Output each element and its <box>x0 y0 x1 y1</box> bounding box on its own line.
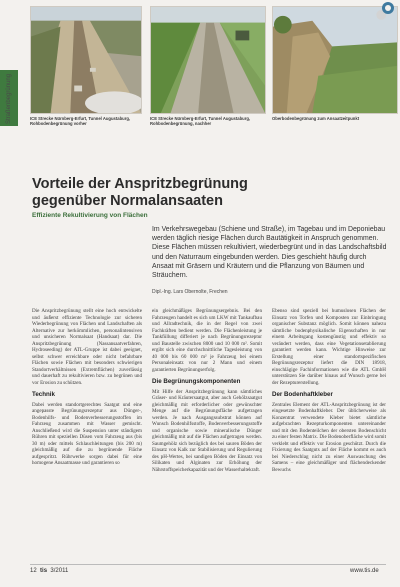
photo-caption-3: Oberbodenbegrünung zum Ansaatzeitpunkt <box>272 116 360 121</box>
paragraph: Die Anspritzbegrünung stellt eine hoch entwickelte und äußerst effiziente Technologie zur sicheren Wiederbegrünung von Flächen und Landschaften als Alternative zur herkömmlichen, personalintensiven und unsicheren Normalsaat (Handsaat) dar. Die Anspritzbegrünung (Nassansaatverfahren, Hydroseeding) der ATL-Gruppe ist dabei geeignet, selbst schwer erreichbare oder nicht befahrbare Flächen sowie Flächen mit besonders schwierigen Standortverhältnissen (Extremflächen) zuverlässig und dauerhaft zu rekultivieren bzw. zu begrünen und vor Erosion zu schützen. <box>32 308 142 386</box>
website-url: www.tis.de <box>350 568 379 574</box>
footer-divider <box>30 564 386 565</box>
paragraph: Dabei werden standortgerechtes Saatgut und eine angepasste Begrünungsrezeptur aus Dünger-, Bodenhilfs- und Bodenverbesserungsstoffen im Fahrzeug zusammen mit Wasser gemischt. Anschließend wird die Suspension unter ständigem Rühren mit speziellen Düsen vom Fahrzeug aus (bis 30 m) oder mittels Schlauchleitungen (bis 200 m) gleichmäßig auf die zu begrünende Fläche aufgespritzt. Rührwerke sorgen dabei für eine homogene Ansaatmasse und garantieren so <box>32 401 142 466</box>
magazine-name: tis <box>40 568 48 574</box>
text-column-1 <box>32 308 142 473</box>
article-title: Vorteile der Anspritzbegrünung gegenüber Normalansaaten <box>32 176 248 209</box>
issue-number: 3/2011 <box>50 568 69 574</box>
photo-topsoil-seeding <box>272 6 398 114</box>
photo-railway-after <box>150 6 266 114</box>
paragraph: Ebenso sind speziell bei humuslosen Flächen der Einsatz von Torfen und Komposten zur Einbringung organischer Substanz möglich. Somit können nahezu sämtliche bodenphysikalische Eigenschaften in nur einem Arbeitsgang kostengünstig und effektiv so verändert werden, dass eine Vegetationsetablierung garantiert werden kann. Wichtige Hinweise zur Erstellung einer standortspezifischen Begrünungsrezeptur liefert die DIN 18918, einschlägige Fachinformationen wie die ATL GmbH unterstützen Sie darüber hinaus auf Wunsch gerne bei der Rezepturerstellung. <box>272 308 386 386</box>
section-label: Straßenbegrünung <box>6 73 12 124</box>
text-column-3 <box>272 308 386 479</box>
photo-railway-before <box>30 6 142 114</box>
paragraph: Mit Hilfe der Anspritzbegrünung kann sämtliches Gräser- und Kräutersaatgut, aber auch Gehölzsaatgut gleichmäßig mit erforderlicher oder gewünschter Menge auf die Begrünungsfläche aufgetragen werden. Je nach Ausgangssubstrat können auf Wunsch Bodenhilfsstoffe, Bodenverbesserungsstoffe und organische sowie mineralische Dünger gleichmäßig mit auf die Flächen aufgetragen werden. Saumgehölz sich bezüglich des bei sauren Böden der Einsatz von Kalk zur Stabilisierung und Regulierung des pH-Wertes, bei sandigen Böden der Einsatz von Silikaten und Alginaten zur Erhöhung der Nährstoffspeicherkapazität und der Wasserhaltekraft. <box>152 388 262 473</box>
publisher-logo-icon <box>378 0 398 16</box>
page-number: 12 <box>30 568 37 574</box>
section-heading: Der Bodenhaftkleber <box>272 391 333 398</box>
paragraph: ein gleichmäßiges Begrünungsergebnis. Bei den Fahrzeugen handelt es sich um LKW mit Tankaufbau und Allradtechnik, die in der Regel von zwei Fachkräften bedient werden. Die Flächenleistung je Tankfüllung differiert je nach Begrünungsrezeptur und Baustelle zwischen 8000 und 10 000 m². Somit ergibt sich eine durchschnittliche Tagesleistung von 40 000 bis 60 000 m² je Fahrzeug bei einem Personaleinsatz von nur 2 Mann und einem garantierten Begrünungserfolg. <box>152 308 262 373</box>
section-heading: Die Begrünungskomponenten <box>152 378 241 385</box>
photo-caption-2: ICE Strecke Nürnberg-Erfurt, Tunnel Augustaburg, Rohbodenbegrünung, nachher <box>150 116 251 127</box>
article-lead: Im Verkehrswegebau (Schiene und Straße), im Tagebau und im Deponiebau werden täglich riesige Flächen durch Bautätigkeit in Anspruch genommen. Diese Flächen müssen rekultiviert, wiederbegrünt und in das Landschaftsbild und den Naturraum eingebunden werden. Dies geschieht häufig durch Ansaat mit Gräsern und Kräutern und die Pflanzung von Bäumen und Sträuchern. <box>152 226 387 280</box>
article-author: Dipl.-Ing. Lars Obernolte, Frechen <box>152 289 228 295</box>
paragraph: Zentrales Element der ATL-Anspritzbegrünung ist der eingesetzte Bodenhaftkleber. Der üblicherweise als Konzentrat verwendete Kleber bietet sämtliche aufgebrachten Rezepturkomponenten untereinander und mit den Bodenteilchen der obersten Bodenschicht zu einer festen Matrix. Die Bodenoberfläche wird somit verklebt und effektiv vor Erosion geschützt. Durch die Fixierung des Saatguts auf der Fläche kommt es auch bei Niederschlag nicht zu einer Auswaschung des Samens – eine gleichmäßiger und flächendeckender Bewuchs <box>272 401 387 473</box>
page-footer-left <box>30 568 68 574</box>
section-heading: Technik <box>32 391 55 398</box>
photo-caption-1: ICE Strecke Nürnberg-Erfurt, Tunnel Augustaburg, Rohbodenbegrünung vorher <box>30 116 131 127</box>
text-column-2 <box>152 308 262 479</box>
article-subtitle: Effiziente Rekultivierung von Flächen <box>32 212 148 219</box>
